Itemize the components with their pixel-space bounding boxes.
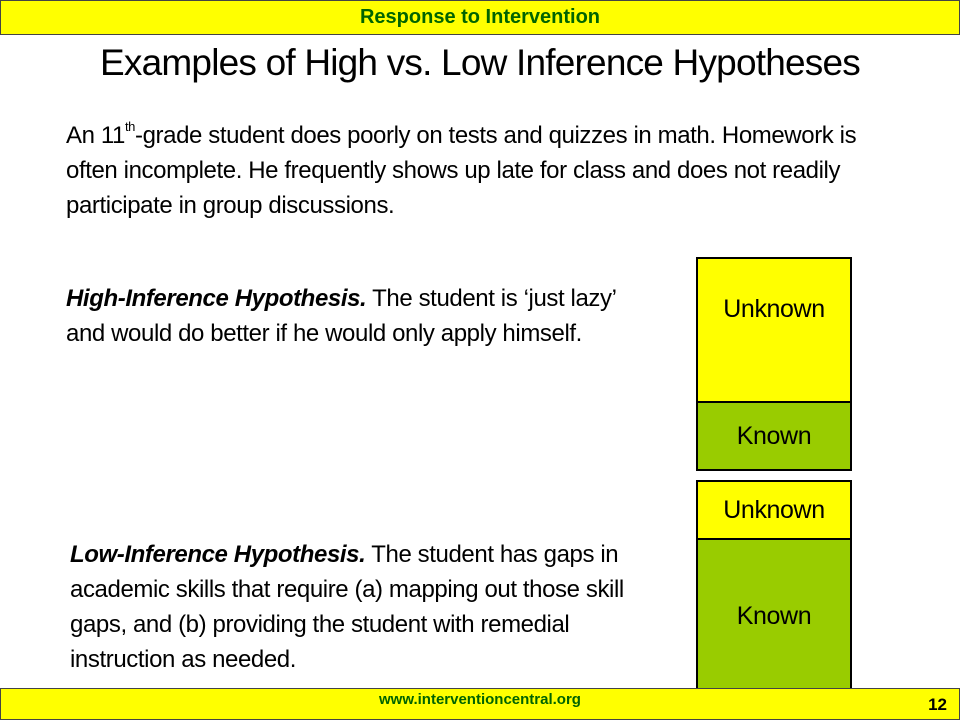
low-unknown-label: Unknown xyxy=(723,495,825,524)
slide-title: Examples of High vs. Low Inference Hypotheses xyxy=(100,42,860,83)
scenario-superscript: th xyxy=(124,119,135,134)
low-inference-text xyxy=(70,537,660,677)
high-unknown-block xyxy=(696,257,852,403)
scenario-part1: An 11 xyxy=(66,122,125,149)
low-unknown-block xyxy=(696,480,852,540)
high-known-block xyxy=(696,401,852,471)
header-bar xyxy=(0,0,960,35)
high-inference-label: High-Inference Hypothesis. xyxy=(66,285,367,312)
high-inference-text xyxy=(66,281,656,351)
high-unknown-label: Unknown xyxy=(723,295,825,323)
low-known-label: Known xyxy=(736,601,812,630)
high-known-label: Known xyxy=(736,421,812,450)
scenario-text xyxy=(66,118,866,223)
footer-bar xyxy=(0,688,960,720)
header-title: Response to Intervention xyxy=(359,6,601,28)
low-inference-label: Low-Inference Hypothesis. xyxy=(70,541,366,568)
page-number: 12 xyxy=(928,695,947,714)
low-known-block xyxy=(696,538,852,694)
high-inference-body: The student is ‘just lazy’ and would do better if he would only apply himself. xyxy=(66,285,616,347)
footer-url[interactable]: www.interventioncentral.org xyxy=(379,691,581,708)
scenario-part2: -grade student does poorly on tests and quizzes in math. Homework is often incomplete. He frequently shows up late for class and does not readily participate in group discussions. xyxy=(66,122,857,219)
low-inference-body: The student has gaps in academic skills that require (a) mapping out those skill gaps, and (b) providing the student with remedial instruction as needed. xyxy=(70,541,624,673)
